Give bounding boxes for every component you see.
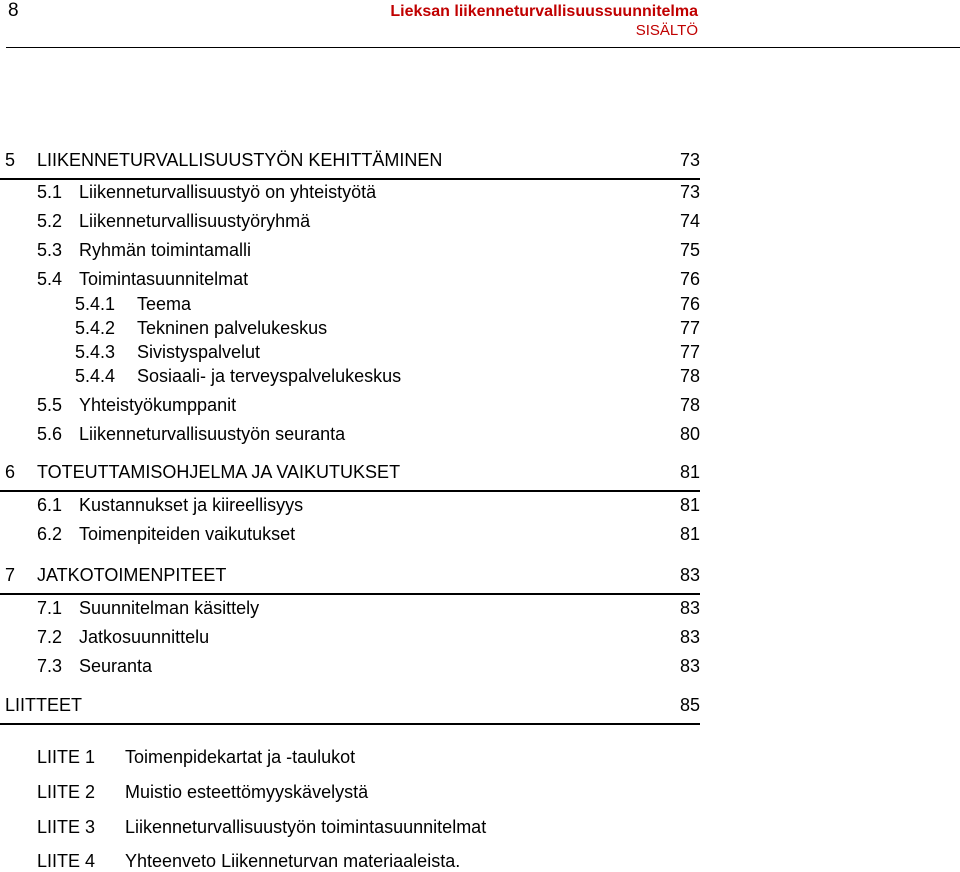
toc-number: 7.1 (37, 598, 63, 618)
toc-page: 77 (679, 342, 700, 362)
toc-page: 80 (679, 424, 700, 444)
toc-title: LIIKENNETURVALLISUUSTYÖN KEHITTÄMINEN (37, 150, 443, 170)
toc-page: 83 (679, 656, 700, 676)
toc-title: Seuranta (79, 656, 153, 676)
toc-chapter[interactable] (0, 695, 700, 725)
toc-title: TOTEUTTAMISOHJELMA JA VAIKUTUKSET (37, 462, 401, 482)
toc-page: 77 (679, 318, 700, 338)
toc-entry[interactable] (0, 395, 700, 419)
attachment-label: LIITE 1 (37, 747, 96, 767)
toc-title: Kustannukset ja kiireellisyys (79, 495, 304, 515)
toc-page: 78 (679, 366, 700, 386)
toc-title: Liikenneturvallisuustyö on yhteistyötä (79, 182, 377, 202)
toc-page: 83 (679, 598, 700, 618)
toc-number: 5.4.4 (75, 366, 116, 386)
toc-entry[interactable] (0, 240, 700, 264)
toc-title: Teema (137, 294, 192, 314)
toc-page: 73 (679, 182, 700, 202)
toc-entry[interactable] (0, 294, 700, 318)
toc-title: Tekninen palvelukeskus (137, 318, 328, 338)
toc-title: Jatkosuunnittelu (79, 627, 210, 647)
attachment-label: LIITE 3 (37, 817, 96, 837)
toc-entry[interactable] (0, 627, 700, 651)
attachment-title[interactable]: Yhteenveto Liikenneturvan materiaaleista. (125, 851, 461, 871)
toc-page: 75 (679, 240, 700, 260)
toc-page: 83 (679, 627, 700, 647)
toc-entry[interactable] (0, 182, 700, 206)
toc-title: Yhteistyökumppanit (79, 395, 237, 415)
toc-title: Ryhmän toimintamalli (79, 240, 252, 260)
toc-entry[interactable] (0, 495, 700, 519)
toc-title: Toimintasuunnitelmat (79, 269, 249, 289)
toc-page: 81 (679, 524, 700, 544)
toc-number: 6 (5, 462, 16, 482)
toc-number: 7 (5, 565, 16, 585)
toc-number: 5.3 (37, 240, 63, 260)
toc-page: 76 (679, 269, 700, 289)
toc-title: Toimenpiteiden vaikutukset (79, 524, 296, 544)
toc-title: Sosiaali- ja terveyspalvelukeskus (137, 366, 402, 386)
toc-title: Suunnitelman käsittely (79, 598, 260, 618)
toc-number: 5.5 (37, 395, 63, 415)
attachment-label: LIITE 2 (37, 782, 96, 802)
toc-title: Liikenneturvallisuustyön seuranta (79, 424, 346, 444)
toc-entry[interactable] (0, 211, 700, 235)
header-divider (6, 47, 960, 48)
toc-number: 5.4.3 (75, 342, 116, 362)
attachment-title[interactable]: Liikenneturvallisuustyön toimintasuunnitelmat (125, 817, 487, 837)
toc-chapter[interactable] (0, 462, 700, 492)
toc-page: 81 (679, 462, 700, 482)
page-number: 8 (8, 0, 19, 21)
toc-entry[interactable] (0, 524, 700, 548)
toc-number: 7.3 (37, 656, 63, 676)
toc-title: LIITTEET (5, 695, 83, 715)
document-title: Lieksan liikenneturvallisuussuunnitelma (390, 3, 698, 20)
toc-page: 78 (679, 395, 700, 415)
toc-number: 5.1 (37, 182, 63, 202)
toc-page: 76 (679, 294, 700, 314)
toc-number: 5 (5, 150, 16, 170)
toc-number: 6.2 (37, 524, 63, 544)
toc-entry[interactable] (0, 342, 700, 366)
toc-entry[interactable] (0, 269, 700, 293)
toc-entry[interactable] (0, 656, 700, 680)
attachment-title[interactable]: Toimenpidekartat ja -taulukot (125, 747, 356, 767)
toc-title: Sivistyspalvelut (137, 342, 261, 362)
toc-number: 7.2 (37, 627, 63, 647)
attachment-title[interactable]: Muistio esteettömyyskävelystä (125, 782, 369, 802)
toc-entry[interactable] (0, 598, 700, 622)
toc-page: 85 (679, 695, 700, 715)
toc-entry[interactable] (0, 318, 700, 342)
toc-chapter[interactable] (0, 565, 700, 595)
toc-number: 5.4 (37, 269, 63, 289)
toc-number: 6.1 (37, 495, 63, 515)
toc-number: 5.4.1 (75, 294, 116, 314)
toc-number: 5.6 (37, 424, 63, 444)
toc-page: 81 (679, 495, 700, 515)
toc-chapter[interactable] (0, 150, 700, 180)
toc-number: 5.2 (37, 211, 63, 231)
attachment-label: LIITE 4 (37, 851, 96, 871)
toc-number: 5.4.2 (75, 318, 116, 338)
toc-entry[interactable] (0, 424, 700, 448)
toc-title: JATKOTOIMENPITEET (37, 565, 227, 585)
section-label: SISÄLTÖ (635, 22, 698, 39)
toc-title: Liikenneturvallisuustyöryhmä (79, 211, 311, 231)
toc-entry[interactable] (0, 366, 700, 390)
toc-page: 74 (679, 211, 700, 231)
toc-page: 83 (679, 565, 700, 585)
toc-page: 73 (679, 150, 700, 170)
